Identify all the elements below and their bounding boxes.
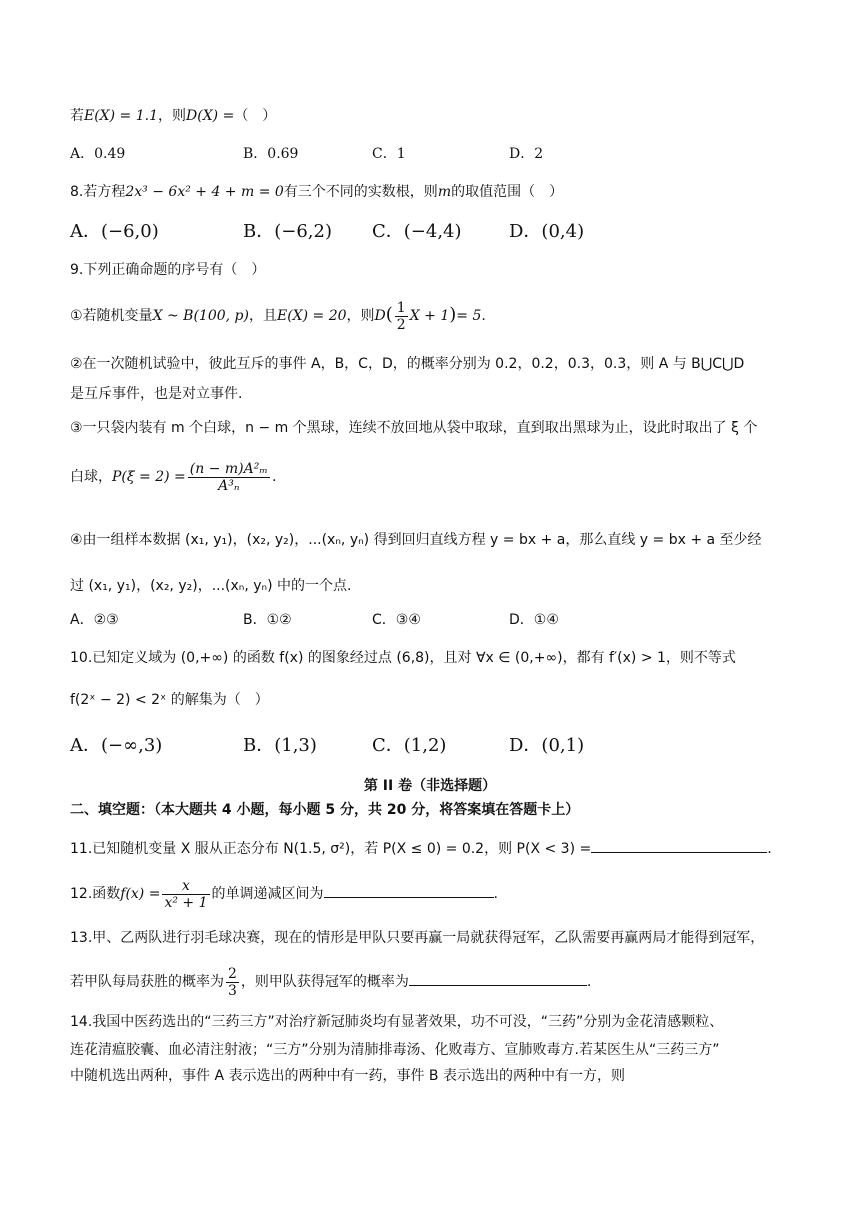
q11-text: 11.已知随机变量 X 服从正态分布 N(1.5, σ²)，若 P(X ≤ 0) = 0.2，则 P(X < 3) = (70, 841, 592, 857)
q9-p1-math-2: E(X) = 20 (276, 308, 347, 324)
q9-prop-4-line2: 过 (x₁, y₁)，(x₂, y₂)，...(xₙ, yₙ) 中的一个点. (70, 578, 352, 594)
q13-answer-blank[interactable] (409, 971, 587, 986)
q10-line2: f(2ˣ − 2) < 2ˣ 的解集为（ ） (70, 692, 269, 708)
q9-p1-math-1: X ~ B(100, p) (152, 308, 249, 324)
q8-option-d: D．(0,4) (509, 221, 585, 242)
q7-math-ex: E(X) = 1.1 (84, 108, 159, 124)
q9-p3-frac-den: A³ₙ (218, 477, 240, 494)
q9-p1-text-a: ①若随机变量 (70, 308, 153, 324)
q13-end: . (586, 974, 592, 990)
q9-p1-text-b: ，且 (248, 308, 277, 324)
q10-option-a: A．(−∞,3) (70, 735, 163, 756)
q12-fraction (162, 878, 209, 911)
q9-p1-math-4: X + 1 (409, 308, 450, 324)
section-heading: 二、填空题：（本大题共 4 小题，每小题 5 分，共 20 分，将答案填在答题卡上） (70, 802, 580, 818)
q13-fraction (226, 966, 239, 999)
q8-var: m (437, 184, 452, 200)
q9-p3-text-a: 白球， (70, 469, 112, 485)
q9-p1-end: . (481, 308, 486, 324)
q14-line2: 连花清瘟胶囊、血必清注射液；“三方”分别为清肺排毒汤、化败毒方、宣肺败毒方.若某医生从“三药三方” (70, 1042, 720, 1058)
q9-option-d: D．①④ (509, 612, 559, 628)
q9-stem: 9.下列正确命题的序号有（ ） (70, 262, 266, 278)
q12-text-b: 的单调递减区间为 (211, 886, 324, 902)
q8-suffix: 有三个不同的实数根，则 (283, 184, 438, 200)
q7-text-c: （ ） (234, 108, 277, 124)
q7-stem (70, 106, 276, 126)
q9-p1-fraction (395, 300, 408, 333)
q10-option-d: D．(0,1) (509, 735, 585, 756)
q9-p1-math-5: = 5 (456, 308, 482, 324)
q9-p3-frac-num: (n − m)A²ₘ (189, 460, 268, 477)
q7-text-a: 若 (70, 108, 84, 124)
q10-line1: 10.已知定义域为 (0,+∞) 的函数 f(x) 的图象经过点 (6,8)，且对 ∀x ∈ (0,+∞)，都有 f′(x) > 1，则不等式 (70, 650, 736, 666)
q7-option-c: C．1 (372, 146, 406, 162)
q13-frac-num: 2 (228, 965, 237, 982)
q12-math: f(x) = (120, 886, 161, 902)
q8-prefix: 8.若方程 (70, 184, 126, 200)
q10-option-b: B．(1,3) (243, 735, 317, 756)
q9-prop-2-line2: 是互斥事件，也是对立事件. (70, 386, 243, 402)
q12-text-a: 12.函数 (70, 886, 121, 902)
q7-math-dx: D(X) = (186, 108, 235, 124)
q9-p3-end: . (271, 469, 277, 485)
q14-line3: 中随机选出两种，事件 A 表示选出的两种中有一药，事件 B 表示选出的两种中有一方，则 (70, 1068, 625, 1084)
q8-equation: 2x³ − 6x² + 4 + m = 0 (125, 184, 284, 200)
q9-p3-fraction (188, 461, 270, 494)
q7-text-b: ，则 (158, 108, 187, 124)
q12-end: . (493, 886, 498, 902)
q7-option-a: A．0.49 (70, 146, 126, 162)
q9-option-b: B．①② (243, 612, 292, 628)
q9-p3-math-1: P(ξ = 2) = (112, 469, 186, 485)
q12-line (70, 874, 498, 914)
q11-answer-blank[interactable] (591, 838, 767, 853)
q10-option-c: C．(1,2) (372, 735, 447, 756)
q8-option-b: B．(−6,2) (243, 221, 332, 242)
q13-text-b: ，则甲队获得冠军的概率为 (240, 974, 409, 990)
q9-p1-math-3: D (374, 308, 386, 324)
q9-prop-1: ①若随机变量X ~ B(100, p)，且E(X) = 20，则D( $\frac{1}{2}$ X + 1)= 5. (70, 299, 486, 333)
q9-p1-frac-den: 2 (396, 316, 406, 333)
q9-option-c: C．③④ (372, 612, 421, 628)
q9-prop-4-line1: ④由一组样本数据 (x₁, y₁)，(x₂, y₂)，...(xₙ, yₙ) 得到回归直线方程 y = bx + a，那么直线 y = bx + a 至少经 (70, 532, 762, 548)
q13-frac-den: 3 (228, 982, 237, 999)
q8-stem (70, 182, 563, 202)
q8-suffix2: 的取值范围（ ） (451, 184, 564, 200)
q9-p1-text-c: ，则 (346, 308, 375, 324)
q11-end: . (767, 841, 772, 857)
q9-prop-2-line1: ②在一次随机试验中，彼此互斥的事件 A，B，C，D，的概率分别为 0.2，0.2，0.3，0.3，则 A 与 B⋃C⋃D (70, 356, 745, 372)
q12-answer-blank[interactable] (324, 883, 494, 898)
q13-line2 (70, 962, 591, 1002)
q8-option-a: A．(−6,0) (70, 221, 159, 242)
q14-line1: 14.我国中医药选出的“三药三方”对治疗新冠肺炎均有显著效果，功不可没，“三药”分别为金花清感颗粒、 (70, 1014, 724, 1030)
q13-line1: 13.甲、乙两队进行羽毛球决赛，现在的情形是甲队只要再赢一局就获得冠军，乙队需要再赢两局才能得到冠军， (70, 930, 765, 946)
q9-prop-3-line1: ③一只袋内装有 m 个白球，n − m 个黑球，连续不放回地从袋中取球，直到取出黑球为止，设此时取出了 ξ 个 (70, 420, 758, 436)
q12-frac-den: x² + 1 (164, 894, 208, 911)
q9-p1-frac-num: 1 (396, 299, 406, 316)
q12-frac-num: x (162, 878, 209, 895)
q11-line (70, 838, 772, 859)
q7-option-b: B．0.69 (243, 146, 299, 162)
q7-option-d: D．2 (509, 146, 544, 162)
q9-prop-3-line2 (70, 460, 276, 494)
q8-option-c: C．(−4,4) (372, 221, 462, 242)
section-title: 第 II 卷（非选择题） (363, 778, 497, 794)
q13-text-a: 若甲队每局获胜的概率为 (70, 974, 224, 990)
q9-option-a: A．②③ (70, 612, 119, 628)
